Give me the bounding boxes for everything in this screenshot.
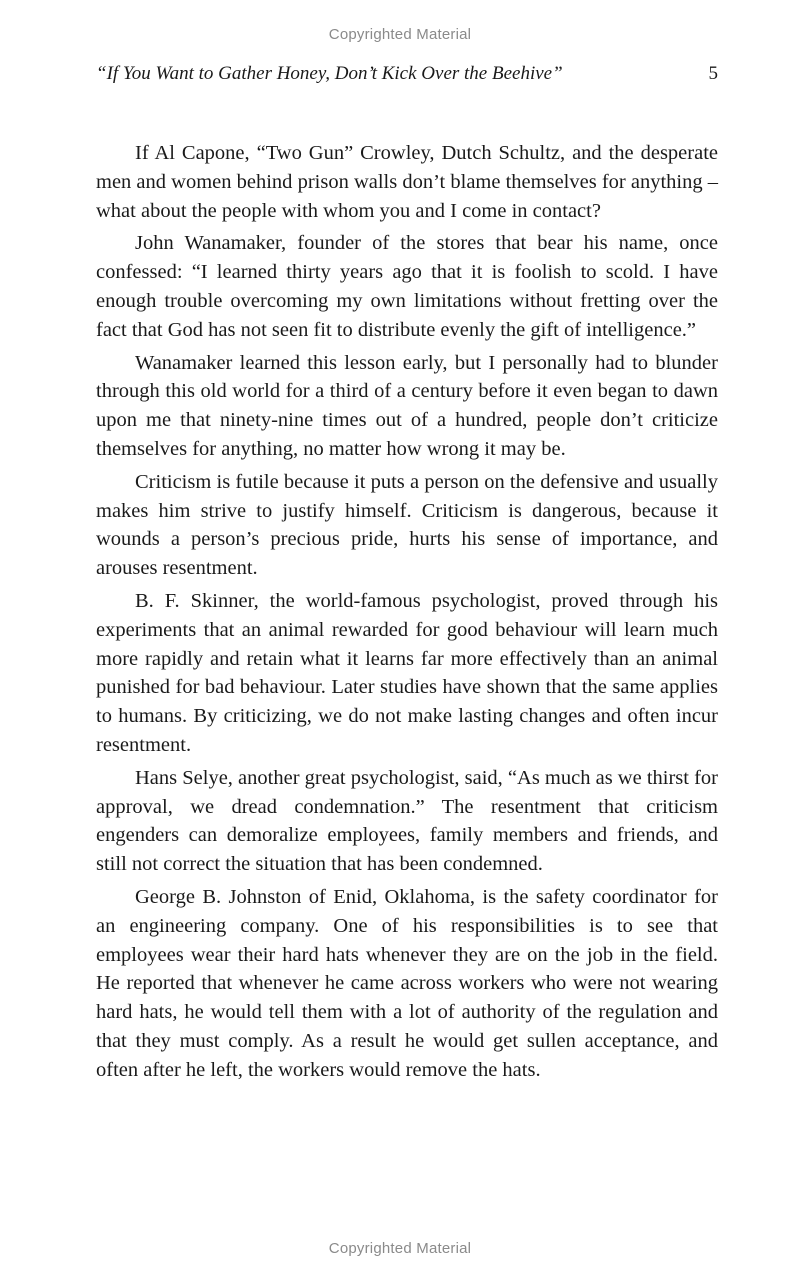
copyright-watermark-top: Copyrighted Material [328, 26, 472, 43]
running-header [96, 63, 720, 91]
page-number: 5 [708, 63, 718, 84]
running-title: “If You Want to Gather Honey, Don’t Kick Over the Beehive” [96, 63, 563, 84]
paragraph: George B. Johnston of Enid, Oklahoma, is the safety coordinator for an engineering company. One of his responsibilities is to see that employees wear their hard hats whenever they are on the job in the field. He reported that whenever he came across workers who were not wearing hard hats, he would tell them with a lot of authority of the regulation and that they must comply. As a result he would get sullen acceptance, and often after he left, the workers would remove the hats. [96, 885, 718, 1081]
paragraph: If Al Capone, “Two Gun” Crowley, Dutch Schultz, and the desperate men and women behind prison walls don’t blame themselves for anything – what about the people with whom you and I come in contact? [96, 142, 718, 222]
body-text [96, 139, 718, 1089]
paragraph: Wanamaker learned this lesson early, but I personally had to blunder through this old world for a third of a century before it even began to dawn upon me that ninety-nine times out of a hundred, people don’t criticize themselves for anything, no matter how wrong it may be. [96, 351, 718, 460]
copyright-watermark-bottom: Copyrighted Material [328, 1240, 472, 1257]
paragraph: Hans Selye, another great psychologist, said, “As much as we thirst for approval, we dread condemnation.” The resentment that criticism engenders can demoralize employees, family members and friends, and still not correct the situation that has been condemned. [96, 766, 718, 876]
paragraph: John Wanamaker, founder of the stores that bear his name, once confessed: “I learned thirty years ago that it is foolish to scold. I have enough trouble overcoming my own limitations without fretting over the fact that God has not seen fit to distribute evenly the gift of intelligence.” [96, 232, 718, 341]
paragraph: Criticism is futile because it puts a person on the defensive and usually makes him strive to justify himself. Criticism is dangerous, because it wounds a person’s precious pride, hurts his sense of importance, and arouses resentment. [96, 470, 718, 580]
paragraph: B. F. Skinner, the world-famous psychologist, proved through his experiments that an animal rewarded for good behaviour will learn much more rapidly and retain what it learns far more effectively than an animal punished for bad behaviour. Later studies have shown that the same applies to humans. By criticizing, we do not make lasting changes and often incur resentment. [96, 589, 718, 756]
